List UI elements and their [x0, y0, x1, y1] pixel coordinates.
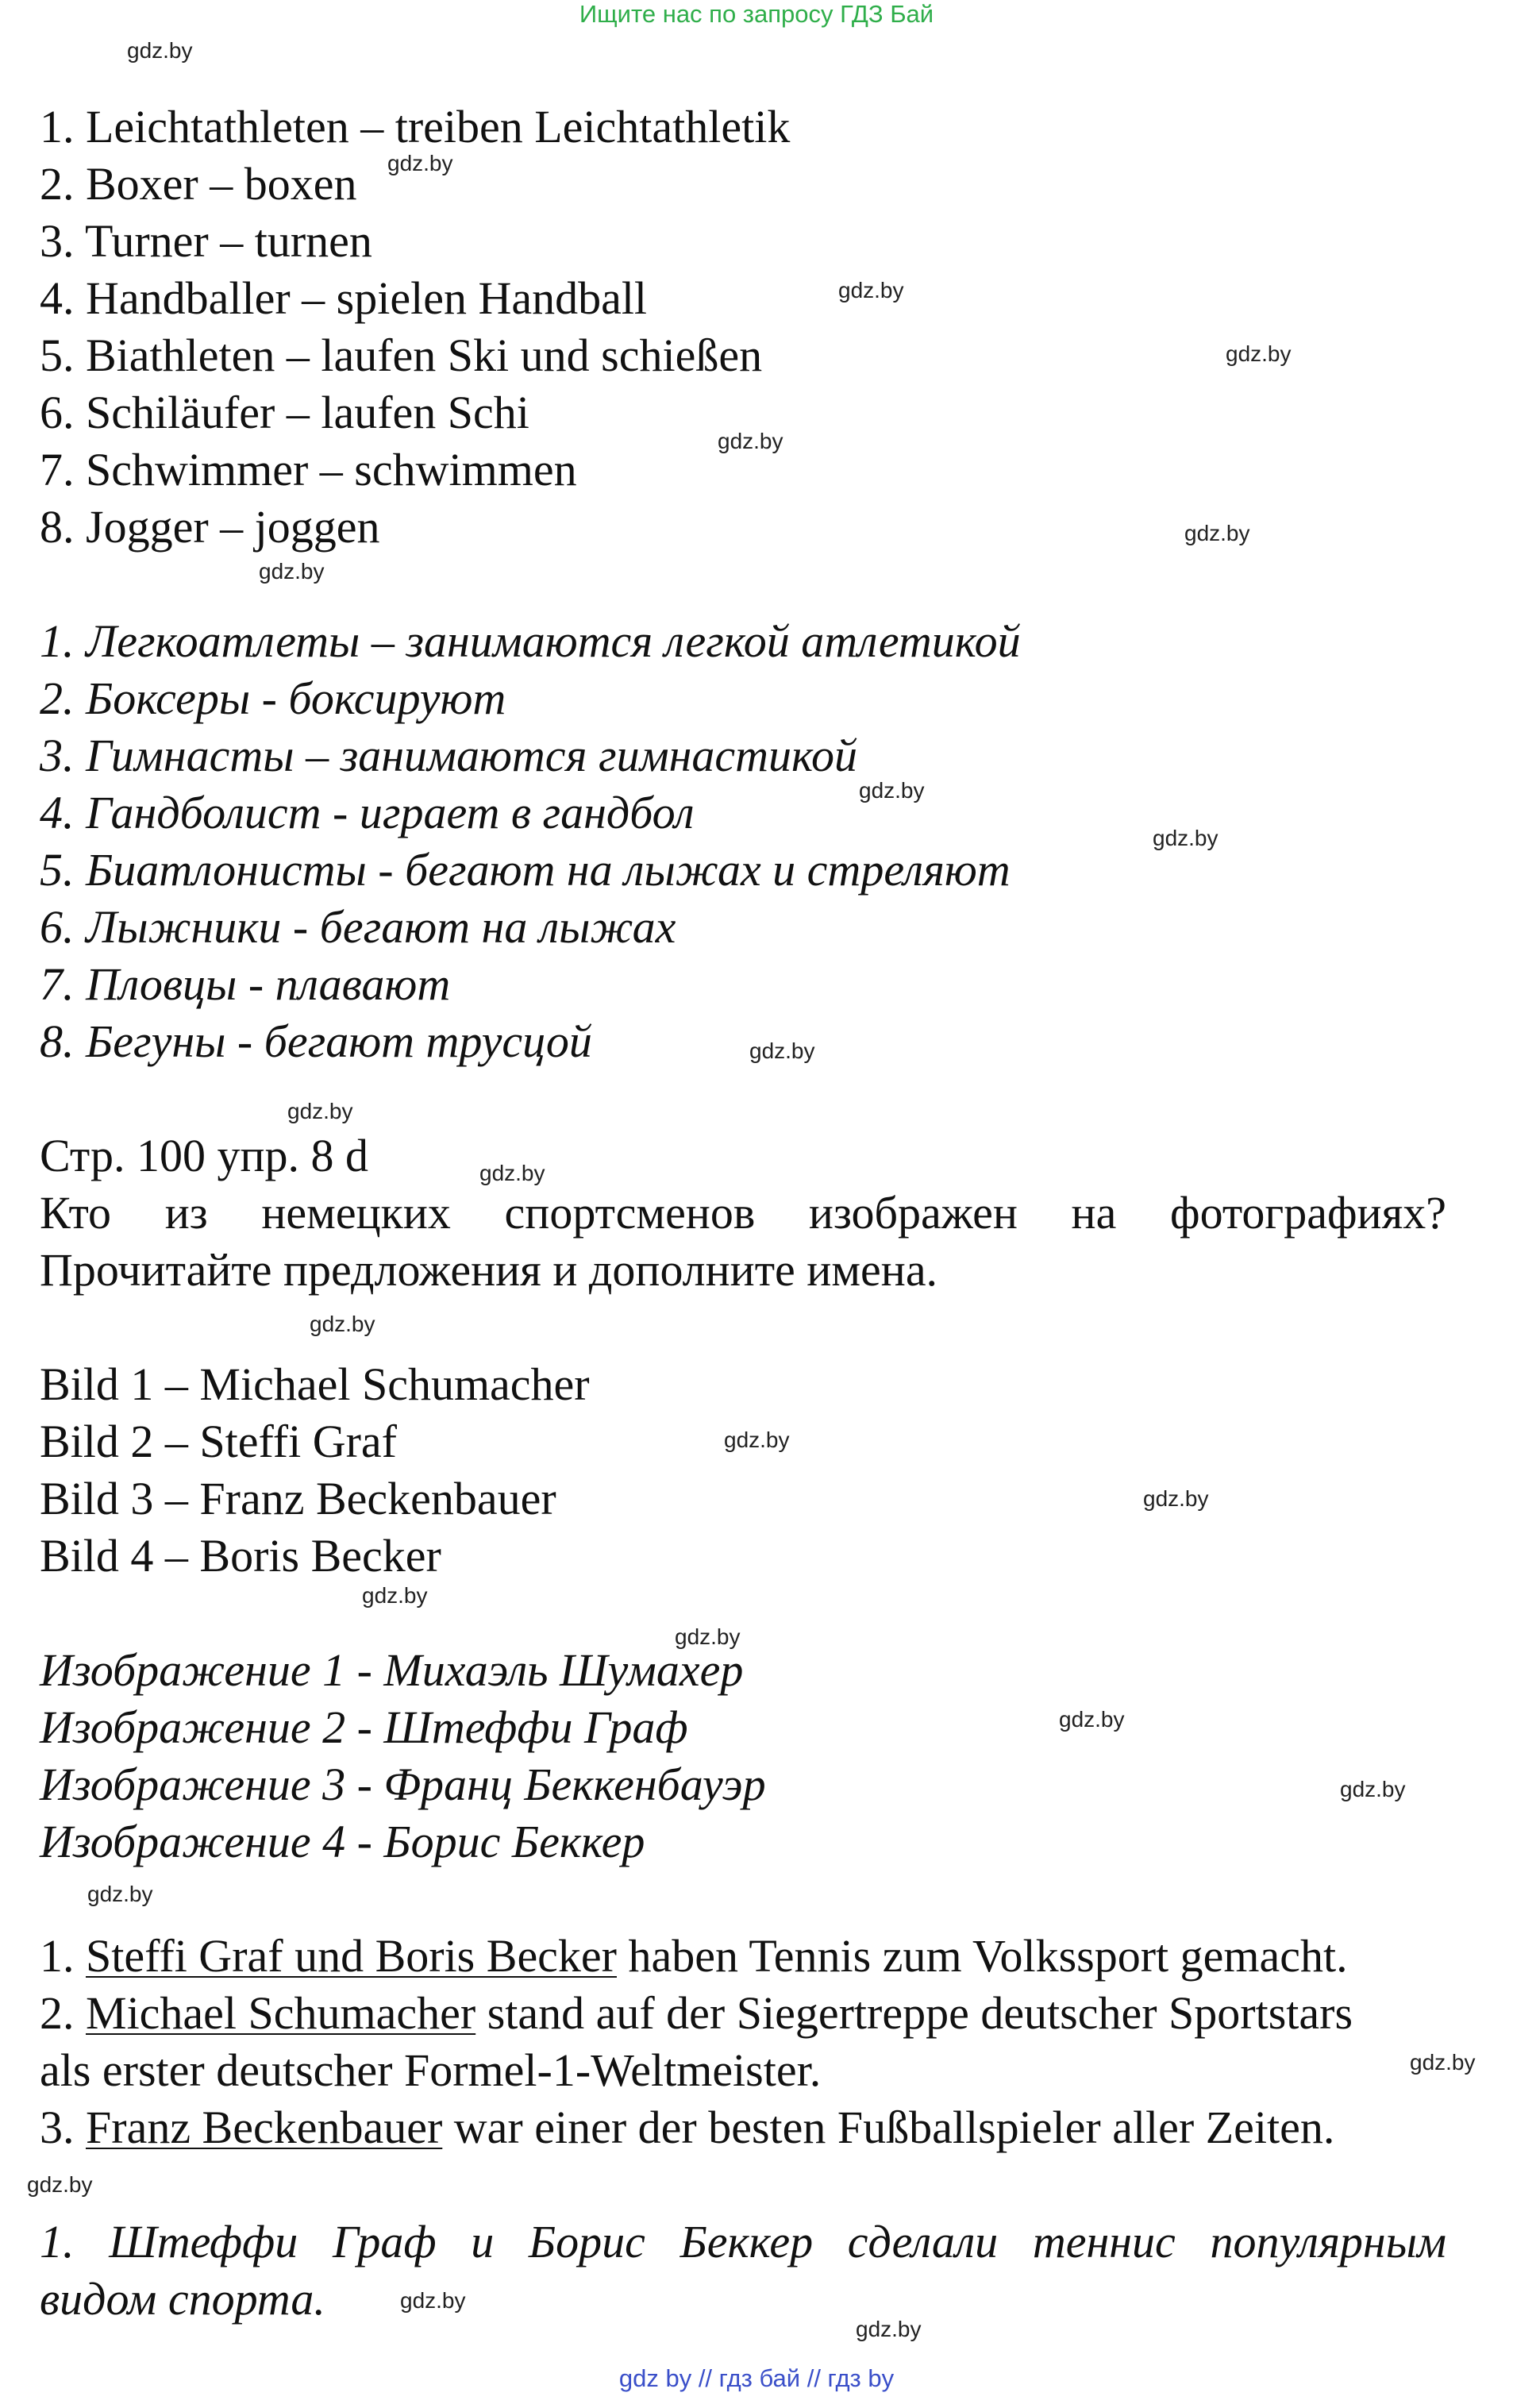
sentence-rest: war einer der besten Fußballspieler aller Zeiten.	[453, 2102, 1335, 2153]
list-item: Bild 1 – Michael Schumacher	[40, 1358, 590, 1410]
sentence-3	[40, 2099, 1334, 2156]
translation-line-2: видом спорта.	[40, 2273, 325, 2325]
sentence-1	[40, 1928, 1348, 1985]
watermark: gdz.by	[87, 1882, 153, 1906]
watermark: gdz.by	[749, 1038, 815, 1063]
watermark: gdz.by	[362, 1583, 428, 1608]
watermark: gdz.by	[1226, 341, 1292, 366]
watermark: gdz.by	[259, 559, 325, 584]
sentence-rest: haben Tennis zum Volkssport gemacht.	[628, 1930, 1348, 1982]
watermark: gdz.by	[127, 38, 193, 63]
watermark: gdz.by	[1340, 1777, 1406, 1801]
list-item: 5. Биатлонисты - бегают на лыжах и стреляют	[40, 844, 1011, 896]
list-item: 6. Schiläufer – laufen Schi	[40, 387, 529, 438]
sentence-name: Steffi Graf und Boris Becker	[86, 1930, 617, 1982]
watermark: gdz.by	[1410, 2050, 1476, 2075]
watermark: gdz.by	[287, 1099, 353, 1123]
exercise-heading: Стр. 100 упр. 8 d	[40, 1130, 369, 1181]
list-item: Изображение 2 - Штеффи Граф	[40, 1701, 688, 1753]
sentence-name: Michael Schumacher	[86, 1987, 476, 2039]
watermark: gdz.by	[675, 1624, 741, 1649]
list-item: 2. Боксеры - боксируют	[40, 672, 506, 724]
sentence-2	[40, 1985, 1353, 2042]
top-banner[interactable]: Ищите нас по запросу ГДЗ Бай	[579, 0, 934, 28]
watermark: gdz.by	[838, 278, 904, 302]
sentence-name: Franz Beckenbauer	[86, 2102, 443, 2153]
sentence-rest: stand auf der Siegertreppe deutscher Sportstars	[487, 1987, 1353, 2039]
watermark: gdz.by	[859, 778, 925, 803]
watermark: gdz.by	[479, 1161, 545, 1185]
list-item: Bild 4 – Boris Becker	[40, 1530, 441, 1582]
list-item: 1. Легкоатлеты – занимаются легкой атлетикой	[40, 615, 1021, 667]
list-item: Bild 3 – Franz Beckenbauer	[40, 1473, 556, 1524]
watermark: gdz.by	[400, 2288, 466, 2313]
translation-line-1: 1. Штеффи Граф и Борис Беккер сделали теннис популярным	[40, 2216, 1446, 2267]
sentence-number: 2.	[40, 1987, 75, 2039]
watermark: gdz.by	[1153, 826, 1218, 850]
list-item: 6. Лыжники - бегают на лыжах	[40, 901, 676, 953]
exercise-question-line-2: Прочитайте предложения и дополните имена.	[40, 1244, 938, 1296]
list-item: 2. Boxer – boxen	[40, 158, 357, 210]
watermark: gdz.by	[1184, 521, 1250, 545]
sentence-number: 3.	[40, 2102, 75, 2153]
list-item: Изображение 4 - Борис Беккер	[40, 1816, 645, 1867]
list-item: 1. Leichtathleten – treiben Leichtathletik	[40, 101, 791, 152]
watermark: gdz.by	[856, 2317, 922, 2341]
sentence-2-continuation: als erster deutscher Formel-1-Weltmeister.	[40, 2044, 822, 2096]
list-item: 7. Пловцы - плавают	[40, 958, 451, 1010]
list-item: 5. Biathleten – laufen Ski und schießen	[40, 329, 763, 381]
list-item: 4. Гандболист - играет в гандбол	[40, 787, 695, 838]
list-item: 8. Jogger – joggen	[40, 501, 380, 553]
watermark: gdz.by	[310, 1312, 375, 1336]
sentence-number: 1.	[40, 1930, 75, 1982]
list-item: Изображение 3 - Франц Беккенбауэр	[40, 1759, 766, 1810]
list-item: 3. Turner – turnen	[40, 215, 372, 267]
list-item: 3. Гимнасты – занимаются гимнастикой	[40, 730, 857, 781]
list-item: Изображение 1 - Михаэль Шумахер	[40, 1644, 744, 1696]
list-item: Bild 2 – Steffi Graf	[40, 1416, 397, 1467]
watermark: gdz.by	[27, 2172, 93, 2197]
list-item: 7. Schwimmer – schwimmen	[40, 444, 577, 495]
watermark: gdz.by	[724, 1427, 790, 1452]
watermark: gdz.by	[1059, 1707, 1125, 1732]
list-item: 8. Бегуны - бегают трусцой	[40, 1015, 592, 1067]
exercise-question-line-1: Кто из немецких спортсменов изображен на фотографиях?	[40, 1187, 1446, 1239]
footer-links[interactable]: gdz by // гдз бай // гдз by	[618, 2364, 895, 2392]
watermark: gdz.by	[718, 429, 783, 453]
watermark: gdz.by	[387, 151, 453, 175]
watermark: gdz.by	[1143, 1486, 1209, 1511]
list-item: 4. Handballer – spielen Handball	[40, 272, 648, 324]
